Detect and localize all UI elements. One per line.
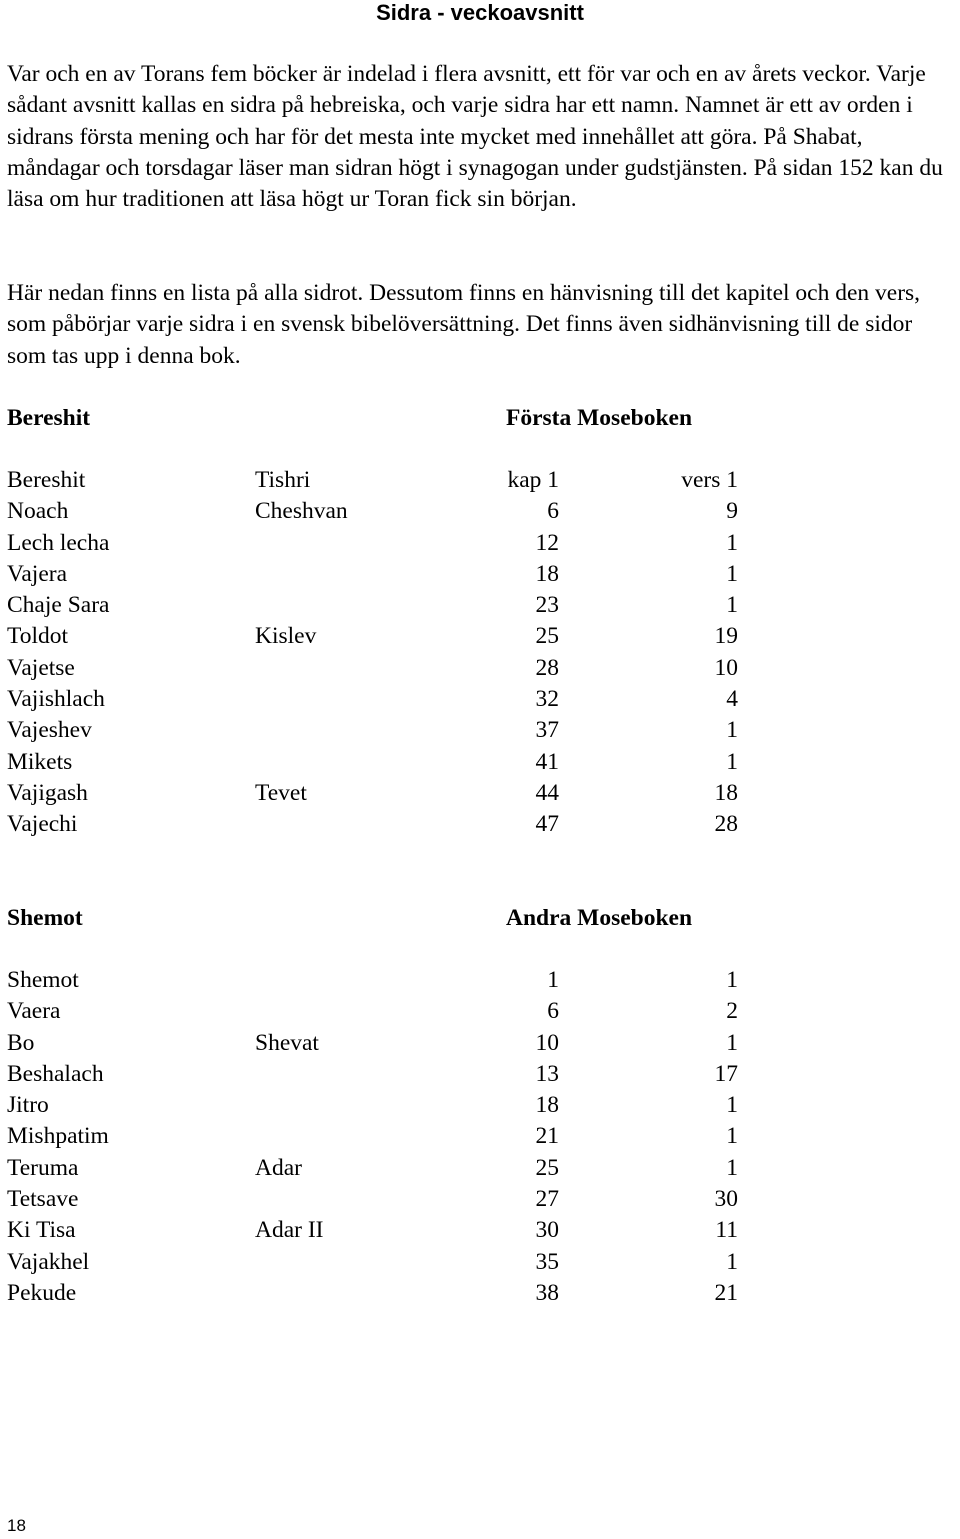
section-book: Andra Moseboken — [506, 905, 693, 931]
sidra-name: Shemot — [7, 967, 79, 993]
sidra-name: Mikets — [7, 748, 73, 775]
sidra-name: Vajakhel — [7, 1248, 90, 1275]
table-row — [7, 1153, 767, 1184]
sidra-name: Mishpatim — [7, 1123, 109, 1150]
verse-number: 9 — [726, 498, 738, 525]
table-row — [7, 1059, 767, 1090]
sidra-name: Vajeshev — [7, 717, 92, 744]
section-name: Bereshit — [7, 405, 91, 431]
verse-number: vers 1 — [681, 467, 738, 493]
sidra-name: Jitro — [7, 1092, 49, 1119]
chapter-number: 23 — [535, 592, 559, 619]
chapter-number: 25 — [535, 623, 559, 650]
verse-number: 19 — [714, 623, 738, 650]
chapter-number: 27 — [535, 1186, 559, 1213]
sidra-name: Bereshit — [7, 467, 86, 493]
chapter-number: 12 — [535, 529, 559, 556]
chapter-number: 44 — [535, 779, 559, 806]
verse-number: 18 — [714, 779, 738, 806]
table-row — [7, 1121, 767, 1152]
sidra-table-bereshit — [7, 465, 767, 841]
table-row — [7, 1184, 767, 1215]
chapter-number: 18 — [535, 1092, 559, 1119]
table-row — [7, 1278, 767, 1309]
page-number: 18 — [7, 1516, 26, 1535]
sidra-name: Bo — [7, 1029, 35, 1056]
list-description-paragraph: Här nedan finns en lista på alla sidrot. Dessutom finns en hänvisning till det kapitel och den vers, som påbörjar varje sidra i en svensk bibelöversättning. Det finns även sidhänvisning till de sidor som tas upp i denna bok. — [7, 280, 921, 369]
verse-number: 1 — [726, 1029, 738, 1056]
verse-number: 1 — [726, 967, 738, 993]
sidra-name: Vajigash — [7, 779, 88, 806]
chapter-number: 10 — [535, 1029, 559, 1056]
page-title: Sidra - veckoavsnitt — [376, 0, 584, 25]
sidra-name: Chaje Sara — [7, 592, 110, 619]
table-row — [7, 809, 767, 840]
verse-number: 1 — [726, 748, 738, 775]
verse-number: 1 — [726, 529, 738, 556]
chapter-number: kap 1 — [507, 467, 559, 493]
chapter-number: 47 — [535, 811, 559, 838]
month-name: Adar II — [255, 1217, 324, 1244]
sidra-name: Vajechi — [7, 811, 78, 838]
month-name: Shevat — [255, 1029, 319, 1056]
table-row — [7, 1090, 767, 1121]
table-row — [7, 684, 767, 715]
section-heading-bereshit — [7, 402, 947, 434]
verse-number: 1 — [726, 592, 738, 619]
table-row — [7, 747, 767, 778]
sidra-name: Ki Tisa — [7, 1217, 76, 1244]
month-name: Kislev — [255, 623, 317, 650]
table-row — [7, 621, 767, 652]
month-name: Adar — [255, 1154, 302, 1181]
verse-number: 1 — [726, 1092, 738, 1119]
chapter-number: 21 — [535, 1123, 559, 1150]
month-name: Cheshvan — [255, 498, 348, 525]
verse-number: 28 — [714, 811, 738, 838]
sidra-name: Lech lecha — [7, 529, 110, 556]
sidra-table-shemot — [7, 965, 767, 1309]
sidra-name: Vajishlach — [7, 686, 105, 713]
chapter-number: 30 — [535, 1217, 559, 1244]
table-row — [7, 996, 767, 1027]
table-row — [7, 653, 767, 684]
sidra-name: Pekude — [7, 1279, 77, 1306]
table-row — [7, 590, 767, 621]
table-row — [7, 1247, 767, 1278]
sidra-name: Beshalach — [7, 1060, 104, 1087]
chapter-number: 35 — [535, 1248, 559, 1275]
verse-number: 1 — [726, 560, 738, 587]
chapter-number: 25 — [535, 1154, 559, 1181]
verse-number: 1 — [726, 1123, 738, 1150]
chapter-number: 18 — [535, 560, 559, 587]
verse-number: 1 — [726, 1154, 738, 1181]
verse-number: 1 — [726, 1248, 738, 1275]
sidra-name: Noach — [7, 498, 69, 525]
verse-number: 11 — [715, 1217, 738, 1244]
sidra-name: Vajera — [7, 560, 68, 587]
verse-number: 30 — [714, 1186, 738, 1213]
verse-number: 10 — [714, 654, 738, 681]
table-row — [7, 496, 767, 527]
verse-number: 17 — [714, 1060, 738, 1087]
table-row — [7, 559, 767, 590]
section-book: Första Moseboken — [506, 405, 693, 431]
table-row — [7, 1028, 767, 1059]
sidra-name: Vajetse — [7, 654, 75, 681]
table-row — [7, 465, 767, 496]
chapter-number: 38 — [535, 1279, 559, 1306]
sidra-name: Tetsave — [7, 1186, 79, 1213]
sidra-name: Vaera — [7, 998, 61, 1025]
section-name: Shemot — [7, 905, 83, 931]
sidra-name: Teruma — [7, 1154, 79, 1181]
verse-number: 2 — [726, 998, 738, 1025]
chapter-number: 32 — [535, 686, 559, 713]
chapter-number: 6 — [547, 498, 559, 525]
verse-number: 1 — [726, 717, 738, 744]
verse-number: 21 — [714, 1279, 738, 1306]
chapter-number: 37 — [535, 717, 559, 744]
table-row — [7, 1215, 767, 1246]
month-name: Tishri — [255, 467, 311, 493]
month-name: Tevet — [255, 779, 307, 806]
table-row — [7, 528, 767, 559]
sidra-name: Toldot — [7, 623, 69, 650]
chapter-number: 6 — [547, 998, 559, 1025]
chapter-number: 28 — [535, 654, 559, 681]
intro-paragraph: Var och en av Torans fem böcker är indelad i flera avsnitt, ett för var och en av årets veckor. Varje sådant avsnitt kallas en sidra på hebreiska, och varje sidra har ett namn. Namnet är ett av orden i sidrans första mening och har för det mesta inte mycket med innehållet att göra. På Shabat, måndagar och torsdagar läser man sidran högt i synagogan under gudstjänsten. På sidan 152 kan du läsa om hur traditionen att läsa högt ur Toran fick sin början. — [7, 61, 943, 213]
chapter-number: 1 — [547, 967, 559, 993]
section-heading-shemot — [7, 902, 947, 934]
table-row — [7, 965, 767, 996]
verse-number: 4 — [726, 686, 738, 713]
chapter-number: 13 — [535, 1060, 559, 1087]
chapter-number: 41 — [535, 748, 559, 775]
table-row — [7, 778, 767, 809]
table-row — [7, 715, 767, 746]
